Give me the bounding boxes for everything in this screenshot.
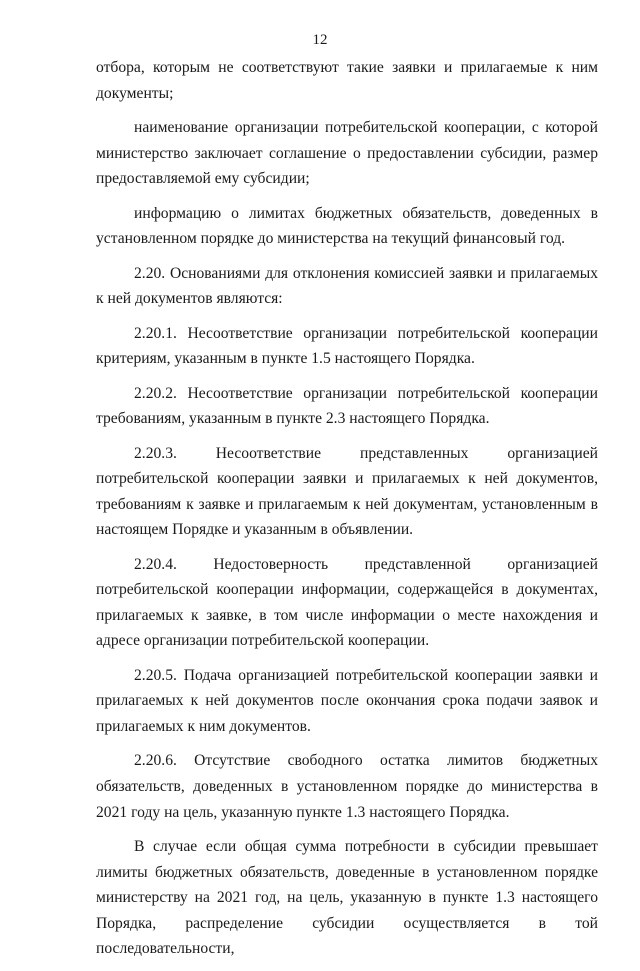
document-body [96, 55, 598, 971]
paragraph-1: отбора, которым не соответствуют такие заявки и прилагаемые к ним документы; [96, 59, 598, 102]
paragraph-final: В случае если общая сумма потребности в субсидии превышает лимиты бюджетных обязательств, доведенные в установленном порядке министерству на 2021 год, на цель, указанную в пункте 1.3 настоящего Порядка, распределение субсидии осуществляется в той последовательности, [96, 838, 598, 958]
paragraph-2-20: 2.20. Основаниями для отклонения комиссией заявки и прилагаемых к ней документов являются: [96, 264, 598, 308]
paragraph-2-20-4: 2.20.4. Недостоверность представленной организацией потребительской кооперации информации, содержащейся в документах, прилагаемых к заявке, в том числе информации о месте нахождения и адресе организации потребительской кооперации. [96, 555, 598, 650]
paragraph-2-20-6: 2.20.6. Отсутствие свободного остатка лимитов бюджетных обязательств, доведенных в установленном порядке до министерства в 2021 году на цель, указанную пункте 1.3 настоящего Порядка. [96, 752, 598, 821]
paragraph-3: информацию о лимитах бюджетных обязательств, доведенных в установленном порядке до министерства на текущий финансовый год. [96, 204, 598, 248]
paragraph-2-20-3: 2.20.3. Несоответствие представленных организацией потребительской кооперации заявки и прилагаемых к ней документов, требованиям к заявке и прилагаемым к ней документам, установленным в настоящем Порядке и указанным в объявлении. [96, 444, 598, 539]
paragraph-2-20-1: 2.20.1. Несоответствие организации потребительской кооперации критериям, указанным в пункте 1.5 настоящего Порядка. [96, 324, 598, 368]
paragraph-2-20-2: 2.20.2. Несоответствие организации потребительской кооперации требованиям, указанным в пункте 2.3 настоящего Порядка. [96, 384, 598, 428]
paragraph-2: наименование организации потребительской кооперации, с которой министерство заключает соглашение о предоставлении субсидии, размер предоставляемой ему субсидии; [96, 118, 598, 188]
page-number: 12 [312, 32, 328, 48]
paragraph-2-20-5: 2.20.5. Подача организацией потребительской кооперации заявки и прилагаемых к ней документов после окончания срока подачи заявок и прилагаемых к ним документов. [96, 666, 598, 736]
